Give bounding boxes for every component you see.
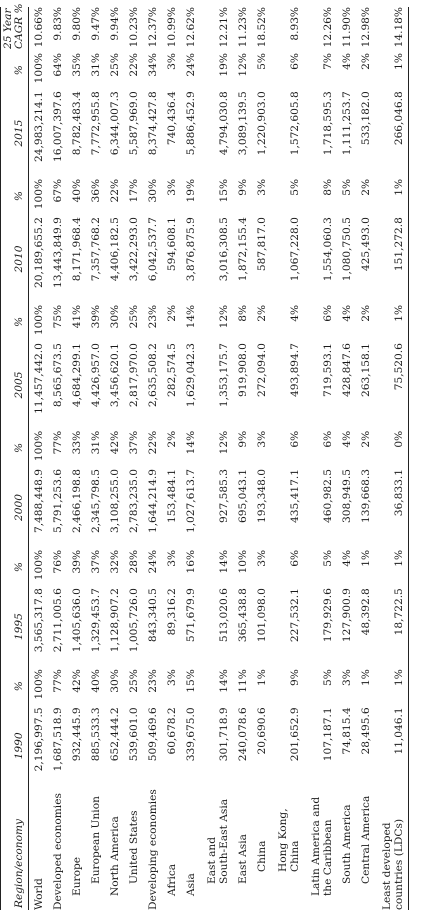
cell-v2005: 4,426,957.0 — [90, 343, 102, 408]
row-label-line: East Asia — [237, 834, 249, 884]
cell-v2015: 266,046.8 — [375, 89, 409, 177]
table-row — [181, 7, 200, 910]
cell-p2005: 4% — [289, 304, 301, 322]
cell-v2005: 2,635,508.2 — [147, 343, 159, 408]
cell-p2010: 8% — [322, 178, 334, 196]
cell-p1990: 15% — [185, 669, 197, 693]
row-label — [29, 786, 49, 910]
table-row — [233, 7, 252, 910]
row-label-line: countries (LDCs) — [393, 818, 405, 910]
cell-p2005: 30% — [109, 304, 121, 329]
header-2005: 2005 — [1, 341, 29, 429]
row-label-line: East and — [206, 836, 218, 884]
cell-v1995: 1,405,636.0 — [71, 588, 83, 653]
cell-v2005: 719,593.1 — [322, 343, 334, 398]
cell-v1995: 127,900.9 — [341, 588, 353, 643]
cell-p2005: 12% — [218, 304, 230, 329]
cell-p1990: 42% — [71, 669, 83, 693]
cell-v2005: 2,817,970.0 — [128, 343, 140, 408]
cell-p2015: 22% — [128, 53, 140, 77]
cell-v2010: 8,171,968.4 — [71, 217, 83, 282]
table-row — [252, 7, 271, 910]
cell-v1995: 1,128,907.2 — [109, 588, 121, 653]
cell-v1990: 240,078.6 — [237, 707, 249, 762]
cell-v2005: 75,520.6 — [375, 341, 409, 429]
cell-v1990: 339,675.0 — [185, 707, 197, 762]
cell-v1995: 513,020.6 — [218, 588, 230, 643]
cell-v2015: 6,344,007.3 — [109, 91, 121, 156]
cell-p2000: 2% — [166, 430, 178, 448]
header-region: Region/economy — [1, 786, 29, 910]
cell-p2010: 36% — [90, 178, 102, 203]
cell-v2000: 927,585.3 — [218, 469, 230, 523]
cell-v1990: 885,533.3 — [90, 707, 102, 762]
cell-v2005: 11,457,442.0 — [33, 343, 45, 414]
cell-v2000: 139,668.3 — [360, 469, 372, 523]
cell-p1995: 24% — [147, 549, 159, 574]
cell-p2005: 14% — [185, 304, 197, 329]
cell-cagr: 8.93% — [289, 7, 301, 41]
cell-v2010: 1,080,750.5 — [341, 217, 353, 282]
table-row — [200, 7, 233, 910]
cell-p1995: 3% — [166, 549, 178, 567]
cell-p1990: 25% — [128, 669, 140, 693]
cell-v2000: 2,783,235.0 — [128, 469, 140, 534]
cell-v1990: 2,196,997.5 — [33, 707, 45, 772]
cell-p2010: 3% — [166, 178, 178, 196]
cell-p2010: 15% — [218, 178, 230, 203]
cell-cagr: 9.83% — [52, 7, 64, 41]
cell-v1995: 1,329,453.7 — [90, 588, 102, 653]
row-label — [200, 786, 233, 910]
cell-p2015: 35% — [71, 53, 83, 77]
cell-p2010: 100% — [33, 178, 45, 210]
cell-p2005: 23% — [147, 304, 159, 329]
cell-p2005: 2% — [360, 304, 372, 322]
cell-p2015: 31% — [90, 53, 102, 77]
cell-p2015: 24% — [185, 53, 197, 77]
cell-p2000: 12% — [218, 430, 230, 455]
cell-p2000: 9% — [237, 430, 249, 448]
table-header-row — [1, 7, 29, 910]
cell-p2000: 6% — [289, 430, 301, 448]
cell-p2015: 7% — [322, 53, 334, 70]
cell-v2010: 1,067,228.0 — [289, 217, 301, 282]
table-row — [356, 7, 375, 910]
cell-v1995: 179,929.6 — [322, 588, 334, 643]
cell-v2005: 263,158.1 — [360, 343, 372, 398]
cell-p2010: 67% — [52, 178, 64, 203]
cell-v1990: 932,445.9 — [71, 707, 83, 762]
cell-v2000: 2,466,198.8 — [71, 469, 83, 534]
table-body — [29, 7, 409, 910]
cell-v2010: 3,016,308.5 — [218, 217, 230, 282]
cell-v2015: 16,007,397.6 — [52, 91, 64, 163]
cell-v2005: 8,565,673.5 — [52, 343, 64, 408]
cell-v2005: 4,684,299.1 — [71, 343, 83, 408]
cell-v1990: 301,718.9 — [218, 707, 230, 762]
cell-p2005: 6% — [322, 304, 334, 322]
table-row — [124, 7, 143, 910]
cell-p1990: 1% — [256, 669, 268, 686]
table-row — [105, 7, 124, 910]
cell-v2015: 24,983,214.1 — [33, 91, 45, 163]
table-row — [304, 7, 337, 910]
cell-v2015: 1,111,253.7 — [341, 91, 353, 156]
cell-v2010: 425,493.0 — [360, 217, 372, 272]
cell-v2010: 7,357,768.2 — [90, 217, 102, 282]
cell-v2015: 1,718,595.3 — [322, 91, 334, 156]
cell-v2000: 1,644,214.9 — [147, 469, 159, 534]
cell-v1995: 227,532.1 — [289, 588, 301, 643]
row-label-line: South America — [341, 804, 353, 884]
row-label-line: Asia — [185, 873, 197, 896]
cell-p1995: 5% — [322, 549, 334, 567]
cell-p1995: 4% — [341, 549, 353, 567]
cell-v2000: 3,108,255.0 — [109, 469, 121, 534]
cell-p2005: 25% — [128, 304, 140, 329]
header-pct: % — [1, 548, 29, 586]
header-pct: % — [1, 667, 29, 705]
table-row — [162, 7, 181, 910]
row-label-line: Central America — [360, 795, 372, 884]
cell-p1990: 3% — [341, 669, 353, 686]
row-label — [375, 786, 409, 910]
cell-v2005: 3,456,620.1 — [109, 343, 121, 408]
table-row — [67, 7, 86, 910]
cell-v1990: 74,815.4 — [341, 707, 353, 755]
cell-cagr: 14.18% — [375, 7, 409, 51]
row-label — [356, 786, 375, 910]
cell-v2000: 7,488,448.9 — [33, 469, 45, 534]
cell-v2015: 5,886,452.9 — [185, 91, 197, 156]
cell-v2015: 1,572,605.8 — [289, 91, 301, 156]
cell-p2000: 14% — [185, 430, 197, 455]
row-label — [337, 786, 356, 910]
cell-v1995: 101,098.0 — [256, 588, 268, 643]
cell-cagr: 12.62% — [185, 7, 197, 48]
cell-p2010: 19% — [185, 178, 197, 203]
cell-p1990: 14% — [218, 669, 230, 693]
cell-p2000: 3% — [256, 430, 268, 448]
cell-cagr: 10.66% — [33, 7, 45, 48]
cell-p2000: 37% — [128, 430, 140, 455]
cell-cagr: 12.21% — [218, 7, 230, 48]
cell-p2000: 42% — [109, 430, 121, 455]
cell-v2010: 1,554,060.3 — [322, 217, 334, 282]
cell-v2005: 428,847.6 — [341, 343, 353, 398]
header-cagr — [1, 3, 29, 51]
fdi-stock-table — [0, 3, 409, 910]
cell-p2000: 2% — [360, 430, 372, 448]
row-label — [233, 786, 252, 910]
cell-v2010: 594,608.1 — [166, 217, 178, 272]
cell-p2015: 100% — [33, 53, 45, 84]
cell-v1990: 201,652.9 — [289, 707, 301, 762]
cell-v2005: 919,908.0 — [237, 343, 249, 398]
cell-p2000: 31% — [90, 430, 102, 455]
cell-v2010: 13,443,849.9 — [52, 217, 64, 288]
cell-p2015: 64% — [52, 53, 64, 77]
cell-v2015: 8,782,483.4 — [71, 91, 83, 156]
row-label-line: Developed economies — [52, 793, 64, 910]
row-label-line: Least developed — [381, 822, 393, 910]
cell-p2000: 33% — [71, 430, 83, 455]
row-label — [162, 786, 181, 910]
header-pct: % — [1, 303, 29, 341]
row-label-line: Developing economies — [147, 789, 159, 910]
cell-p2000: 0% — [375, 429, 409, 467]
cell-v2000: 308,949.5 — [341, 469, 353, 523]
cell-p2010: 2% — [360, 178, 372, 196]
cell-p2015: 6% — [289, 53, 301, 70]
row-label-line: China — [256, 840, 268, 872]
cell-v2000: 193,348.0 — [256, 469, 268, 523]
cell-v2015: 7,772,955.8 — [90, 91, 102, 156]
cell-v2015: 8,374,427.8 — [147, 91, 159, 156]
cell-p1990: 40% — [90, 669, 102, 693]
header-pct: % — [1, 177, 29, 215]
cell-v2010: 3,876,875.9 — [185, 217, 197, 282]
cell-p2010: 5% — [341, 178, 353, 196]
row-label-line: European Union — [90, 796, 102, 884]
cell-p2005: 8% — [237, 304, 249, 322]
cell-cagr: 10.99% — [166, 7, 178, 48]
cell-p2015: 5% — [256, 53, 268, 70]
cell-p1995: 76% — [52, 549, 64, 574]
cell-v2005: 272,094.0 — [256, 343, 268, 398]
cell-p1995: 37% — [90, 549, 102, 574]
cell-v2010: 3,422,293.0 — [128, 217, 140, 282]
row-label-line: United States — [128, 810, 140, 884]
cell-v2015: 3,089,139.5 — [237, 91, 249, 156]
cell-p1990: 1% — [375, 667, 409, 705]
cell-v1990: 1,687,518.9 — [52, 707, 64, 772]
cell-v1990: 652,444.2 — [109, 707, 121, 762]
cell-v2010: 6,042,537.7 — [147, 217, 159, 282]
cell-p1990: 5% — [322, 669, 334, 686]
cell-cagr: 10.23% — [128, 7, 140, 48]
cell-v1995: 1,005,726.0 — [128, 588, 140, 653]
cell-p2005: 2% — [166, 304, 178, 322]
cell-p2010: 1% — [375, 177, 409, 215]
cell-v2000: 36,833.1 — [375, 467, 409, 548]
table-row — [375, 7, 409, 910]
cell-v1995: 365,438.8 — [237, 588, 249, 643]
cell-v2000: 695,043.1 — [237, 469, 249, 523]
cell-p2015: 3% — [166, 53, 178, 70]
cell-p2010: 5% — [289, 178, 301, 196]
cell-v1990: 107,187.1 — [322, 707, 334, 762]
table-row — [337, 7, 356, 910]
header-2000: 2000 — [1, 467, 29, 548]
table-row — [86, 7, 105, 910]
cell-p2015: 19% — [218, 53, 230, 77]
cell-p2015: 1% — [375, 51, 409, 89]
cell-cagr: 11.23% — [237, 7, 249, 48]
cell-p1990: 11% — [237, 669, 249, 693]
row-label — [271, 786, 304, 910]
row-label — [143, 786, 162, 910]
cell-v2015: 4,794,030.8 — [218, 91, 230, 156]
row-label — [105, 786, 124, 910]
row-label-line: South-East Asia — [218, 798, 230, 884]
cell-p2000: 6% — [322, 430, 334, 448]
header-2010: 2010 — [1, 215, 29, 303]
cell-cagr: 11.90% — [341, 7, 353, 48]
cell-v2000: 153,484.1 — [166, 469, 178, 523]
row-label-line: Hong Kong, — [277, 808, 289, 872]
cell-p2015: 34% — [147, 53, 159, 77]
cell-p2005: 100% — [33, 304, 45, 336]
cell-p1995: 32% — [109, 549, 121, 574]
cell-v2010: 1,872,155.4 — [237, 217, 249, 282]
cell-p2015: 2% — [360, 53, 372, 70]
cell-p2010: 17% — [128, 178, 140, 203]
cell-v2010: 151,272.8 — [375, 215, 409, 303]
cell-p2010: 3% — [256, 178, 268, 196]
cell-cagr: 9.47% — [90, 7, 102, 41]
cell-p1995: 28% — [128, 549, 140, 574]
cell-p2005: 4% — [341, 304, 353, 322]
row-label-line: World — [33, 878, 45, 910]
header-1990: 1990 — [1, 705, 29, 786]
cell-v2010: 587,817.0 — [256, 217, 268, 272]
cell-v1990: 539,601.0 — [128, 707, 140, 762]
cell-p2015: 12% — [237, 53, 249, 77]
cell-cagr: 12.37% — [147, 7, 159, 48]
cell-v2005: 282,574.5 — [166, 343, 178, 398]
cell-p2000: 77% — [52, 430, 64, 455]
row-label — [252, 786, 271, 910]
cell-p2000: 4% — [341, 430, 353, 448]
row-label-line: China — [289, 840, 301, 872]
cell-v1995: 89,316.2 — [166, 588, 178, 636]
cell-v2000: 1,027,613.7 — [185, 469, 197, 534]
cell-p1990: 1% — [360, 669, 372, 686]
cell-p2005: 41% — [71, 304, 83, 329]
cell-v1995: 3,565,317.8 — [33, 588, 45, 653]
table-row — [143, 7, 162, 910]
cell-p2010: 22% — [109, 178, 121, 203]
cell-p2015: 4% — [341, 53, 353, 70]
cell-p1995: 39% — [71, 549, 83, 574]
cell-p2005: 39% — [90, 304, 102, 329]
header-cagr-line1: 25 Year — [2, 8, 14, 50]
cell-v1990: 28,495.6 — [360, 707, 372, 755]
cell-p2015: 25% — [109, 53, 121, 77]
table-row — [29, 7, 49, 910]
cell-cagr: 12.98% — [360, 7, 372, 48]
cell-v2015: 1,220,903.0 — [256, 91, 268, 156]
cell-p2010: 40% — [71, 178, 83, 203]
cell-v2000: 435,417.1 — [289, 469, 301, 523]
cell-v1995: 18,722.5 — [375, 586, 409, 667]
cell-p1995: 6% — [289, 549, 301, 567]
cell-p1995: 1% — [360, 549, 372, 567]
cell-p2010: 30% — [147, 178, 159, 203]
row-label-line: North America — [109, 816, 121, 896]
cell-v2000: 2,345,798.5 — [90, 469, 102, 534]
cell-v2015: 533,182.0 — [360, 91, 372, 146]
header-2015: 2015 — [1, 89, 29, 177]
cell-v1995: 571,679.9 — [185, 588, 197, 643]
cell-p2010: 9% — [237, 178, 249, 196]
row-label-line: Europe — [71, 856, 83, 896]
row-label-line: Latin America and — [310, 796, 322, 896]
cell-v1995: 2,711,005.6 — [52, 588, 64, 653]
cell-p2000: 100% — [33, 430, 45, 462]
table-row — [48, 7, 67, 910]
cell-v2005: 1,353,175.7 — [218, 343, 230, 408]
cell-p1995: 10% — [237, 549, 249, 574]
row-label — [86, 786, 105, 910]
cell-cagr: 9.80% — [71, 7, 83, 41]
cell-cagr: 18.52% — [256, 7, 268, 48]
header-pct: % — [1, 51, 29, 89]
cell-p1990: 23% — [147, 669, 159, 693]
cell-p1990: 100% — [33, 669, 45, 700]
table-row — [271, 7, 304, 910]
cell-p2005: 75% — [52, 304, 64, 329]
cell-p1990: 3% — [166, 669, 178, 686]
cell-v2005: 1,629,042.3 — [185, 343, 197, 408]
row-label-line: the Caribbean — [322, 819, 334, 896]
cell-p1995: 14% — [218, 549, 230, 574]
cell-p1990: 30% — [109, 669, 121, 693]
cell-v2005: 493,894.7 — [289, 343, 301, 398]
cell-v2015: 5,587,969.0 — [128, 91, 140, 156]
row-label — [304, 786, 337, 910]
header-1995: 1995 — [1, 586, 29, 667]
cell-v1990: 20,690.6 — [256, 707, 268, 755]
row-label — [124, 786, 143, 910]
row-label — [181, 786, 200, 910]
cell-v2010: 20,189,655.2 — [33, 217, 45, 288]
cell-cagr: 9.94% — [109, 7, 121, 41]
cell-v1990: 11,046.1 — [375, 705, 409, 786]
cell-v1995: 843,340.5 — [147, 588, 159, 643]
cell-v2000: 5,791,253.6 — [52, 469, 64, 534]
cell-p2005: 1% — [375, 303, 409, 341]
header-cagr-line2: CAGR % — [13, 3, 25, 50]
cell-v2015: 740,436.4 — [166, 91, 178, 146]
cell-cagr: 12.26% — [322, 7, 334, 48]
row-label — [67, 786, 86, 910]
row-label-line: Africa — [166, 863, 178, 896]
cell-p1995: 16% — [185, 549, 197, 574]
cell-p1995: 1% — [375, 548, 409, 586]
cell-p2000: 22% — [147, 430, 159, 455]
cell-v1995: 48,392.8 — [360, 588, 372, 636]
cell-v2000: 460,982.5 — [322, 469, 334, 523]
cell-v1990: 60,678.2 — [166, 707, 178, 755]
cell-v1990: 509,469.6 — [147, 707, 159, 762]
header-pct: % — [1, 429, 29, 467]
cell-p1995: 3% — [256, 549, 268, 567]
cell-p1990: 77% — [52, 669, 64, 693]
cell-p1990: 9% — [289, 669, 301, 686]
cell-p2005: 2% — [256, 304, 268, 322]
cell-p1995: 100% — [33, 549, 45, 581]
row-label — [48, 786, 67, 910]
cell-v2010: 4,406,182.5 — [109, 217, 121, 282]
